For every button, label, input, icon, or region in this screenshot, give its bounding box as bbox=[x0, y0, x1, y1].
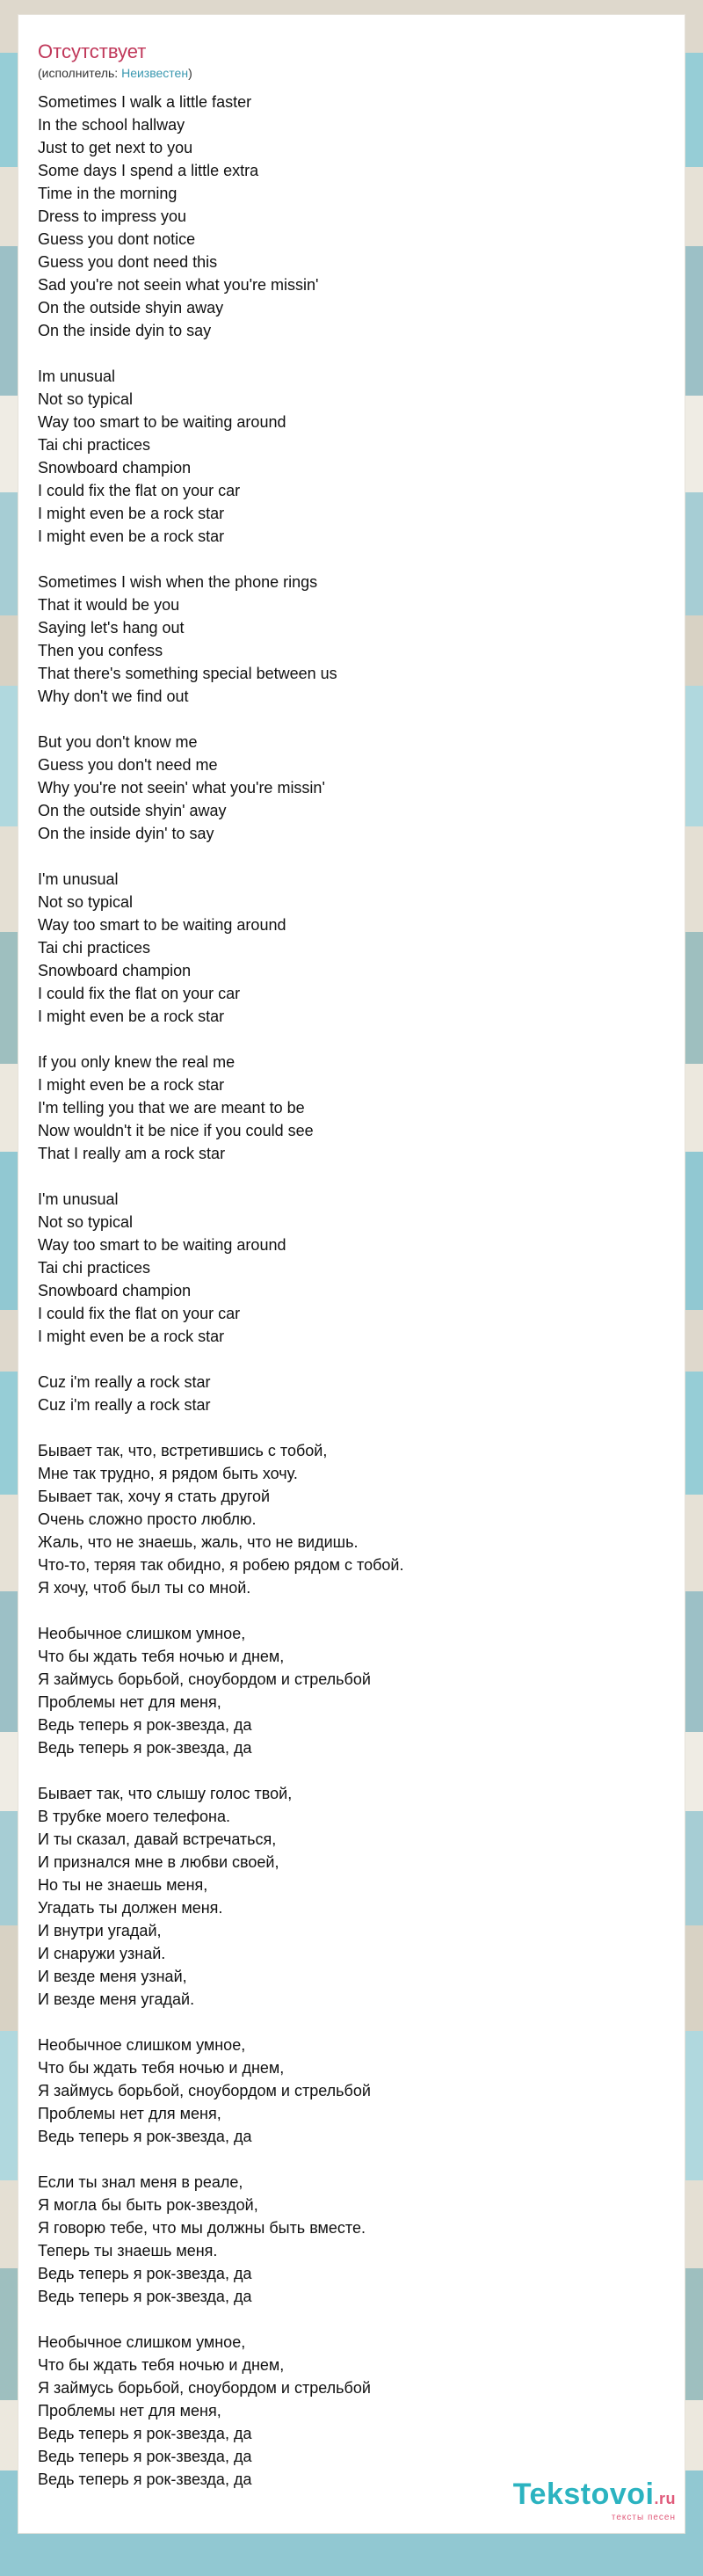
lyrics-line: Guess you dont need this bbox=[38, 253, 218, 271]
lyrics-line: Guess you don't need me bbox=[38, 756, 218, 774]
lyrics-line: But you don't know me bbox=[38, 733, 198, 751]
lyrics-line: Sad you're not seein what you're missin' bbox=[38, 276, 319, 294]
song-title: Отсутствует bbox=[38, 40, 147, 62]
lyrics-line: Ведь теперь я рок-звезда, да bbox=[38, 1739, 252, 1757]
lyrics-stanza bbox=[38, 1051, 685, 1165]
lyrics-stanza bbox=[38, 2171, 685, 2308]
lyrics-line: Im unusual bbox=[38, 367, 116, 385]
lyrics-line: Ведь теперь я рок-звезда, да bbox=[38, 2470, 252, 2488]
lyrics-line: Проблемы нет для меня, bbox=[38, 2105, 221, 2122]
lyrics-line: Я займусь борьбой, сноубордом и стрельбой bbox=[38, 1670, 371, 1688]
lyrics-line: Необычное слишком умное, bbox=[38, 1625, 246, 1642]
lyrics-stanza bbox=[38, 91, 685, 342]
lyrics-line: I'm telling you that we are meant to be bbox=[38, 1099, 305, 1117]
lyrics-stanza bbox=[38, 2331, 685, 2491]
lyrics-line: Tai chi practices bbox=[38, 939, 151, 957]
lyrics-line: Way too smart to be waiting around bbox=[38, 413, 286, 431]
lyrics-line: I'm unusual bbox=[38, 1190, 119, 1208]
lyrics-line: Бывает так, что слышу голос твой, bbox=[38, 1785, 293, 1802]
lyrics-line: Я хочу, чтоб был ты со мной. bbox=[38, 1579, 251, 1597]
lyrics-line: Необычное слишком умное, bbox=[38, 2333, 246, 2351]
lyrics-line: Tai chi practices bbox=[38, 436, 151, 454]
lyrics-line: Guess you dont notice bbox=[38, 230, 196, 248]
lyrics-line: Проблемы нет для меня, bbox=[38, 2402, 221, 2420]
lyrics-line: I might even be a rock star bbox=[38, 1328, 225, 1345]
lyrics-line: I might even be a rock star bbox=[38, 1076, 225, 1094]
site-logo[interactable] bbox=[513, 2478, 676, 2522]
lyrics-stanza bbox=[38, 1622, 685, 1759]
lyrics-line: Why you're not seein' what you're missin' bbox=[38, 779, 325, 797]
lyrics-line: И снаружи узнай. bbox=[38, 1945, 166, 1962]
lyrics-line: Мне так трудно, я рядом быть хочу. bbox=[38, 1465, 298, 1482]
lyrics-line: I might even be a rock star bbox=[38, 1008, 225, 1025]
lyrics-stanza bbox=[38, 731, 685, 845]
lyrics-line: И везде меня угадай. bbox=[38, 1990, 195, 2008]
lyrics-line: If you only knew the real me bbox=[38, 1053, 236, 1071]
lyrics-line: Not so typical bbox=[38, 893, 134, 911]
lyrics-line: Not so typical bbox=[38, 390, 134, 408]
lyrics-line: That it would be you bbox=[38, 596, 180, 614]
lyrics-line: Way too smart to be waiting around bbox=[38, 1236, 286, 1254]
lyrics-line: Cuz i'm really a rock star bbox=[38, 1373, 211, 1391]
lyrics-line: Time in the morning bbox=[38, 185, 178, 202]
lyrics-line: И признался мне в любви своей, bbox=[38, 1853, 279, 1871]
lyrics-line: Just to get next to you bbox=[38, 139, 193, 156]
lyrics-stanza bbox=[38, 571, 685, 708]
lyrics-line: Я могла бы быть рок-звездой, bbox=[38, 2196, 258, 2214]
artist-link[interactable]: Неизвестен bbox=[121, 66, 189, 80]
lyrics-line: I might even be a rock star bbox=[38, 505, 225, 522]
lyrics-line: И внутри угадай, bbox=[38, 1922, 162, 1939]
logo-tagline: тексты песен bbox=[611, 2513, 676, 2522]
lyrics-line: Необычное слишком умное, bbox=[38, 2036, 246, 2054]
lyrics-line: Now wouldn't it be nice if you could see bbox=[38, 1122, 314, 1139]
lyrics-line: Угадать ты должен меня. bbox=[38, 1899, 223, 1917]
lyrics-line: Snowboard champion bbox=[38, 459, 192, 477]
lyrics-line: Я говорю тебе, что мы должны быть вместе. bbox=[38, 2219, 366, 2237]
lyrics-line: Что бы ждать тебя ночью и днем, bbox=[38, 1648, 285, 1665]
lyrics-line: Ведь теперь я рок-звезда, да bbox=[38, 2128, 252, 2145]
lyrics-line: И везде меня узнай, bbox=[38, 1968, 187, 1985]
lyrics-line: Если ты знал меня в реале, bbox=[38, 2173, 243, 2191]
lyrics-stanza bbox=[38, 2034, 685, 2148]
lyrics-stanza bbox=[38, 1439, 685, 1599]
lyrics-line: Что-то, теряя так обидно, я робею рядом с тобой. bbox=[38, 1556, 404, 1574]
lyrics-line: I could fix the flat on your car bbox=[38, 985, 241, 1002]
lyrics-line: Snowboard champion bbox=[38, 1282, 192, 1299]
lyrics-card bbox=[18, 14, 685, 2534]
lyrics-line: В трубке моего телефона. bbox=[38, 1808, 230, 1825]
lyrics-line: Why don't we find out bbox=[38, 688, 189, 705]
lyrics-line: I could fix the flat on your car bbox=[38, 1305, 241, 1322]
lyrics-line: On the inside dyin' to say bbox=[38, 825, 214, 842]
lyrics-line: Ведь теперь я рок-звезда, да bbox=[38, 2288, 252, 2305]
artist-suffix: ) bbox=[188, 66, 192, 80]
lyrics-stanza bbox=[38, 1188, 685, 1348]
lyrics-line: Saying let's hang out bbox=[38, 619, 185, 637]
lyrics-line: Ведь теперь я рок-звезда, да bbox=[38, 2265, 252, 2282]
lyrics-stanza bbox=[38, 1371, 685, 1416]
lyrics-text bbox=[38, 91, 685, 2491]
lyrics-line: Cuz i'm really a rock star bbox=[38, 1396, 211, 1414]
lyrics-line: Snowboard champion bbox=[38, 962, 192, 979]
lyrics-line: Sometimes I walk a little faster bbox=[38, 93, 252, 111]
lyrics-stanza bbox=[38, 868, 685, 1028]
lyrics-line: I could fix the flat on your car bbox=[38, 482, 241, 499]
lyrics-line: Что бы ждать тебя ночью и днем, bbox=[38, 2356, 285, 2374]
lyrics-line: Some days I spend a little extra bbox=[38, 162, 259, 179]
lyrics-stanza bbox=[38, 365, 685, 548]
logo-tld: .ru bbox=[654, 2490, 676, 2507]
lyrics-line: In the school hallway bbox=[38, 116, 185, 134]
lyrics-line: Что бы ждать тебя ночью и днем, bbox=[38, 2059, 285, 2077]
lyrics-line: Then you confess bbox=[38, 642, 163, 659]
lyrics-line: Очень сложно просто люблю. bbox=[38, 1510, 257, 1528]
lyrics-line: Way too smart to be waiting around bbox=[38, 916, 286, 934]
lyrics-line: Not so typical bbox=[38, 1213, 134, 1231]
lyrics-line: Проблемы нет для меня, bbox=[38, 1693, 221, 1711]
lyrics-line: Ведь теперь я рок-звезда, да bbox=[38, 1716, 252, 1734]
lyrics-line: Sometimes I wish when the phone rings bbox=[38, 573, 318, 591]
lyrics-line: On the outside shyin' away bbox=[38, 802, 227, 819]
lyrics-line: That I really am a rock star bbox=[38, 1145, 226, 1162]
lyrics-line: Бывает так, что, встретившись с тобой, bbox=[38, 1442, 328, 1459]
lyrics-line: И ты сказал, давай встречаться, bbox=[38, 1830, 277, 1848]
lyrics-line: On the outside shyin away bbox=[38, 299, 224, 317]
lyrics-line: Жаль, что не знаешь, жаль, что не видишь. bbox=[38, 1533, 359, 1551]
lyrics-line: Бывает так, хочу я стать другой bbox=[38, 1488, 271, 1505]
lyrics-line: Я займусь борьбой, сноубордом и стрельбой bbox=[38, 2082, 371, 2099]
lyrics-line: I'm unusual bbox=[38, 870, 119, 888]
lyrics-line: Теперь ты знаешь меня. bbox=[38, 2242, 218, 2259]
lyrics-line: That there's something special between us bbox=[38, 665, 337, 682]
lyrics-line: I might even be a rock star bbox=[38, 528, 225, 545]
lyrics-stanza bbox=[38, 1782, 685, 2011]
logo-name: Tekstovoi bbox=[512, 2478, 655, 2511]
lyrics-line: Ведь теперь я рок-звезда, да bbox=[38, 2425, 252, 2442]
artist-prefix: (исполнитель: bbox=[38, 66, 122, 80]
lyrics-line: On the inside dyin to say bbox=[38, 322, 212, 339]
lyrics-line: Ведь теперь я рок-звезда, да bbox=[38, 2448, 252, 2465]
lyrics-line: Tai chi practices bbox=[38, 1259, 151, 1277]
lyrics-line: Но ты не знаешь меня, bbox=[38, 1876, 208, 1894]
artist-line bbox=[38, 64, 685, 82]
lyrics-line: Dress to impress you bbox=[38, 207, 187, 225]
lyrics-line: Я займусь борьбой, сноубордом и стрельбой bbox=[38, 2379, 371, 2397]
